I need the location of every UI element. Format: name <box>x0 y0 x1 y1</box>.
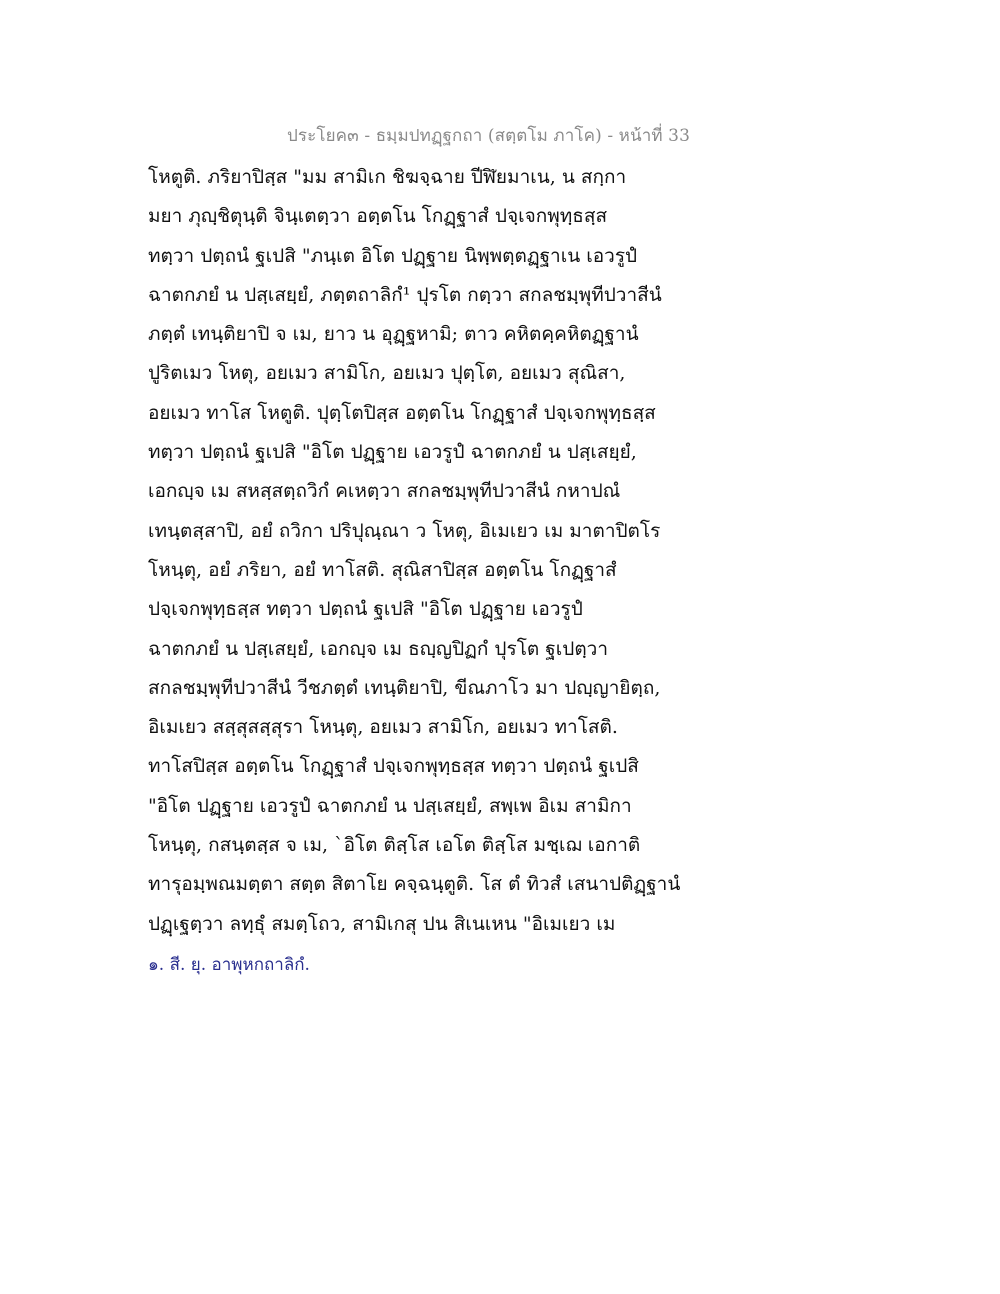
text-line: โหนฺตุ, อยํ ภริยา, อยํ ทาโสติ. สุณิสาปิสฺส อตฺตโน โกฏฺฐาสํ <box>148 558 617 581</box>
text-line: ทตฺวา ปตฺถนํ ฐเปสิ "อิโต ปฏฺฐาย เอวรูปํ ฉาตกภยํ น ปสฺเสยฺยํ, <box>148 441 637 464</box>
text-line: อิเมเยว สสฺสุสสฺสุรา โหนฺตุ, อยเมว สามิโก, อยเมว ทาโสติ. <box>148 716 618 739</box>
text-line: อยเมว ทาโส โหตูติ. ปุตฺโตปิสฺส อตฺตโน โกฏฺฐาสํ ปจฺเจกพุทฺธสฺส <box>148 401 656 424</box>
text-line: "อิโต ปฏฺฐาย เอวรูปํ ฉาตกภยํ น ปสฺเสยฺยํ, สพฺเพ อิเม สามิกา <box>148 794 632 817</box>
text-line: ทตฺวา ปตฺถนํ ฐเปสิ "ภนฺเต อิโต ปฏฺฐาย นิพฺพตฺตฏฺฐาเน เอวรูปํ <box>148 244 638 267</box>
text-line: ภตฺตํ เทนฺติยาปิ จ เม, ยาว น อุฏฺฐหามิ; ตาว คหิตคฺคหิตฏฺฐานํ <box>148 323 639 346</box>
body-text <box>148 158 693 944</box>
running-header: ประโยค๓ - ธมฺมปทฏฺฐกถา (สตฺตโม ภาโค) - หน้าที่ 33 <box>287 126 690 146</box>
text-line: ปฏฺเฐตฺวา ลทฺธุํ สมตฺโถว, สามิเกสุ ปน สิเนเหน "อิเมเยว เม <box>148 912 616 935</box>
footnote: ๑. สี. ยุ. อาพุหกถาลิกํ. <box>148 955 310 975</box>
text-line: ปูริตเมว โหตุ, อยเมว สามิโก, อยเมว ปุตฺโต, อยเมว สุณิสา, <box>148 362 626 385</box>
text-line: ฉาตกภยํ น ปสฺเสยฺยํ, เอกญฺจ เม ธญฺญปิฏกํ ปุรโต ฐเปตฺวา <box>148 637 608 660</box>
text-line: ทาโสปิสฺส อตฺตโน โกฏฺฐาสํ ปจฺเจกพุทฺธสฺส ทตฺวา ปตฺถนํ ฐเปสิ <box>148 755 639 778</box>
text-line: ทารุอมฺพณมตฺตา สตฺต สิตาโย คจฺฉนฺตูติ. โส ตํ ทิวสํ เสนาปติฏฺฐานํ <box>148 873 681 896</box>
text-line: โหตูติ. ภริยาปิสฺส "มม สามิเก ชิฆจฺฉาย ปีฬิยมาเน, น สกฺกา <box>148 166 627 188</box>
text-line: ฉาตกภยํ น ปสฺเสยฺยํ, ภตฺตถาลิกํ¹ ปุรโต กตฺวา สกลชมฺพุทีปวาสีนํ <box>148 283 662 306</box>
text-line: โหนฺตุ, กสนฺตสฺส จ เม, `อิโต ติสฺโส เอโต ติสฺโส มชฺเฌ เอกาติ <box>148 834 641 857</box>
text-line: เทนฺตสฺสาปิ, อยํ ถวิกา ปริปุณฺณา ว โหตุ, อิเมเยว เม มาตาปิตโร <box>148 519 661 542</box>
text-line: สกลชมฺพุทีปวาสีนํ วีชภตฺตํ เทนฺติยาปิ, ขีณภาโว มา ปญฺญายิตฺถ, <box>148 676 661 699</box>
text-line: ปจฺเจกพุทฺธสฺส ทตฺวา ปตฺถนํ ฐเปสิ "อิโต ปฏฺฐาย เอวรูปํ <box>148 598 583 621</box>
text-line: เอกญฺจ เม สหสฺสตฺถวิกํ คเหตฺวา สกลชมฺพุทีปวาสีนํ กหาปณํ <box>148 480 621 503</box>
text-line: มยา ภุญฺชิตุนฺติ จินฺเตตฺวา อตฺตโน โกฏฺฐาสํ ปจฺเจกพุทฺธสฺส <box>148 205 608 228</box>
